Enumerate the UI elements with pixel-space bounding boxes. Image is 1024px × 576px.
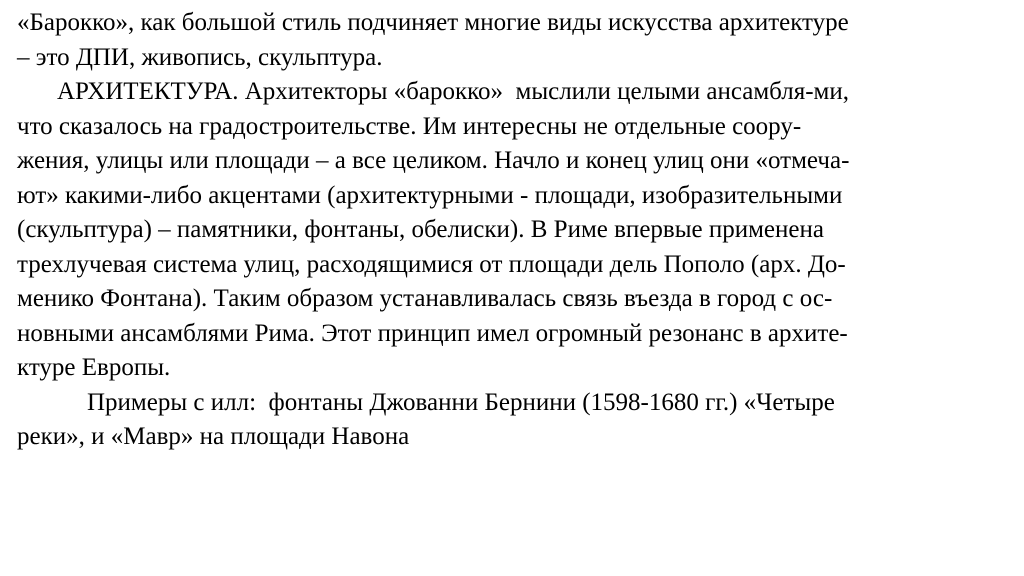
paragraph-architecture (17, 75, 1012, 386)
text-line: менико Фонтана). Таким образом устанавливалась связь въезда в город с ос- (17, 285, 833, 312)
text-line: Примеры с илл: фонтаны Джованни Бернини (1598-1680 гг.) «Четыре (87, 388, 835, 416)
text-line: «Барокко», как большой стиль подчиняет многие виды искусства архитектуре (17, 9, 849, 36)
paragraph-examples (17, 386, 1012, 455)
text-line: что сказалось на градостроительстве. Им интересны не отдельные соору- (17, 112, 802, 140)
text-line: ют» какими-либо акцентами (архитектурными - площади, изобразительными (17, 181, 843, 209)
text-line: – это ДПИ, живопись, скульптура. (17, 43, 383, 71)
paragraph-intro (17, 6, 1012, 75)
text-line: жения, улицы или площади – а все целиком. Начло и конец улиц они «отмеча- (17, 147, 850, 174)
text-line: (скульптура) – памятники, фонтаны, обелиски). В Риме впервые применена (17, 216, 824, 243)
slide-text (17, 6, 1012, 455)
text-line: ктуре Европы. (17, 354, 171, 381)
text-line: новными ансамблями Рима. Этот принцип имел огромный резонанс в архите- (17, 319, 848, 347)
text-line: трехлучевая система улиц, расходящимися от площади дель Пополо (арх. До- (17, 250, 846, 278)
text-line: реки», и «Мавр» на площади Навона (17, 423, 410, 450)
text-line: АРХИТЕКТУРА. Архитекторы «барокко» мыслили целыми ансамбля-ми, (57, 78, 850, 105)
